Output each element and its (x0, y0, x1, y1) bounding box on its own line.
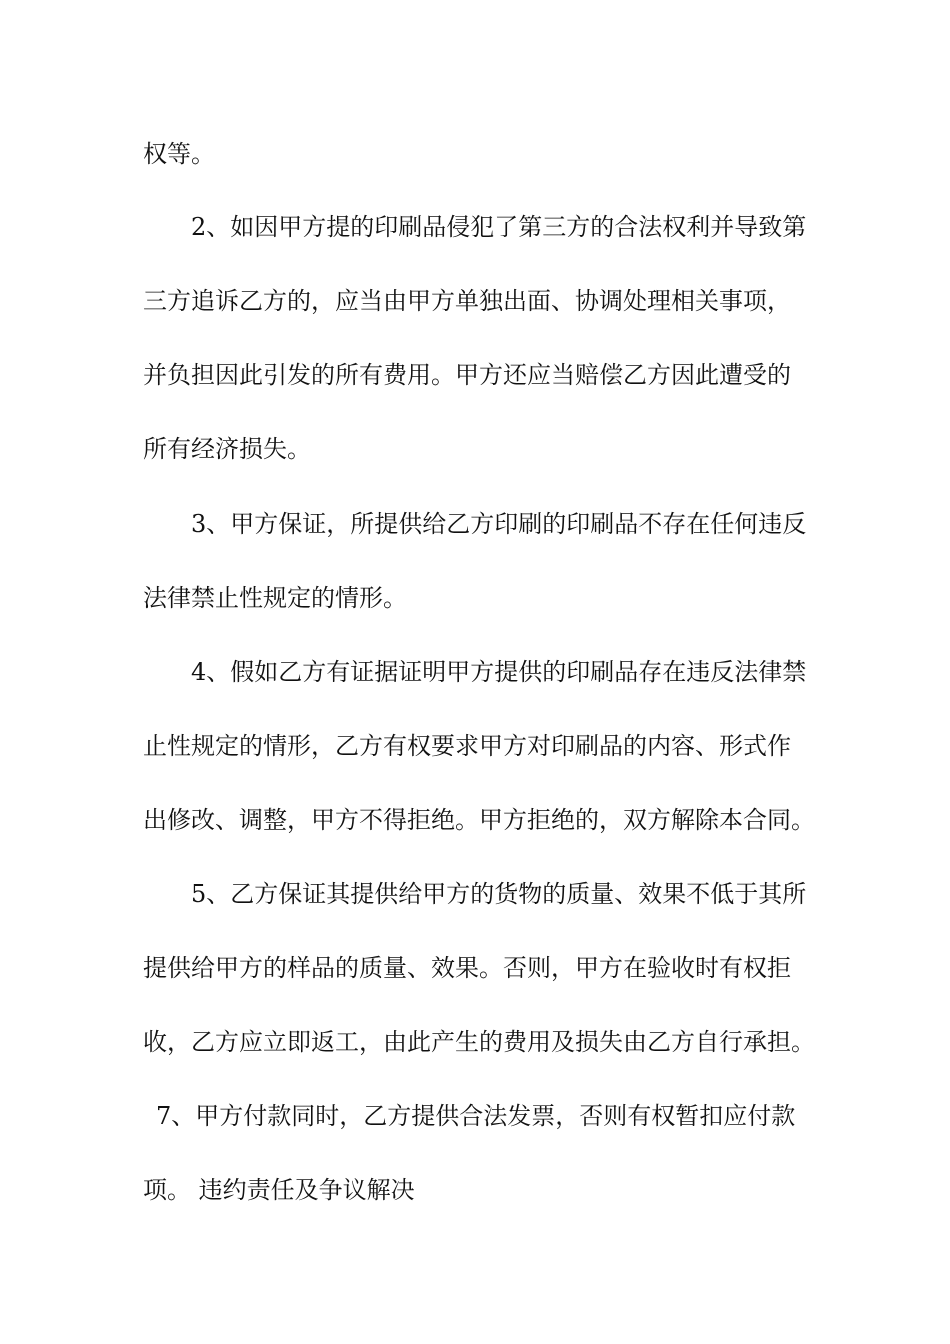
text-line: 三方追诉乙方的，应当由甲方单独出面、协调处理相关事项， (143, 287, 791, 315)
text-line: 所有经济损失。 (143, 435, 311, 463)
clause-5-line: 5、乙方保证其提供给甲方的货物的质量、效果不低于其所 (191, 880, 807, 908)
clause-2-line: 2、如因甲方提的印刷品侵犯了第三方的合法权利并导致第 (191, 213, 807, 241)
section-heading-line: 项。 违约责任及争议解决 (143, 1176, 415, 1204)
text-line: 提供给甲方的样品的质量、效果。否则，甲方在验收时有权拒 (143, 954, 791, 982)
clause-3-line: 3、甲方保证，所提供给乙方印刷的印刷品不存在任何违反 (191, 510, 807, 538)
text-line: 收，乙方应立即返工，由此产生的费用及损失由乙方自行承担。 (143, 1028, 815, 1056)
text-line: 出修改、调整，甲方不得拒绝。甲方拒绝的，双方解除本合同。 (143, 806, 815, 834)
text-line: 权等。 (143, 140, 215, 168)
clause-7-line: 7、甲方付款同时，乙方提供合法发票，否则有权暂扣应付款 (156, 1102, 796, 1130)
clause-4-line: 4、假如乙方有证据证明甲方提供的印刷品存在违反法律禁 (191, 658, 807, 686)
text-line: 法律禁止性规定的情形。 (143, 584, 407, 612)
text-line: 并负担因此引发的所有费用。甲方还应当赔偿乙方因此遭受的 (143, 361, 791, 389)
text-line: 止性规定的情形，乙方有权要求甲方对印刷品的内容、形式作 (143, 732, 791, 760)
